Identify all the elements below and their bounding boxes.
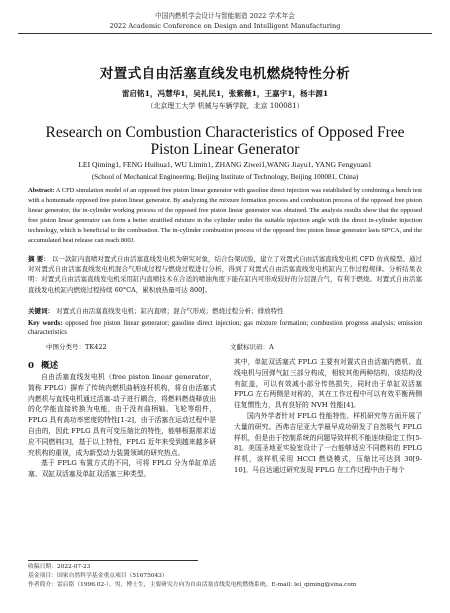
conference-header-cn: 中国内燃机学会设计与智能制造 2022 学术年会 [155,12,295,20]
clc-number [46,342,107,351]
footnotes [28,563,428,590]
abstract-cn-label: 摘 要： [28,255,50,263]
body-paragraph: 国内外学者针对 FPLG 性能特性、样机研究等方面开展了大量的研究。西弗吉尼亚大学最早成功研发了自然吸气 FPLG 样机，但是由于控制系统的问题导致样机不能连续稳定工作[5-8]。美国圣地亚实验室设计了一台能够适应不同燃料的 FPLG 样机，该样机采用 HCCI 燃烧模式，压缩比可达到 30[9-10]。马自达通过研究发现 FPLG 在工作过程中由于每个 [234,411,422,474]
abstract-cn-text: 以一款缸内直喷对置式自由活塞直线发电机为研究对象，结合台架试验，建立了对置式自由活塞直线发电机 CFD 仿真模型。通过对对置式自由活塞直线发电机混合气形成过程与燃烧过程进行分析，得到了对置式自由活塞直线发电机缸内工作过程规律。分析结果表明：对置式自由活塞直线发电机采用缸内直喷技术在合适的喷油角度下能在缸内可形成较好的分层混合气，有利于燃烧。对置式自由活塞直线发电机缸内燃烧过程持续 60°CA，累积放热量可达 800J。 [28,255,423,294]
footnote-author: 作者简介：雷启铭（1996.02-），男，博士生，主要研究方向为自由活塞直线发电机燃烧系统。E-mail: lei_qiming@sina.com [28,582,357,588]
keywords-en-text: opposed free piston linear generator; gasoline direct injection; gas mixture formation; combustion progress analysis; emission characteristics [28,320,423,337]
body-right-column [234,357,422,476]
body-paragraph: 基于 FPLG 布置方式的不同，可将 FPLG 分为单缸单活塞、双缸双活塞及单缸双活塞三种类型。 [28,459,216,479]
body-left-column [28,372,216,480]
section-title: 概述 [40,361,59,371]
footnote-rule [28,560,198,561]
keywords-en-label: Key words: [28,320,63,327]
abstract-cn [28,254,422,295]
conference-header-en: 2022 Academic Conference on Design and Intelligent Manufacturing [109,22,341,30]
footnote-fund: 基金项目：国家自然科学基金重点项目（51675043） [28,573,168,579]
page-title-en-line2: Piston Linear Generator [150,141,300,158]
keywords-cn [28,306,422,316]
page-title-en-line1: Research on Combustion Characteristics of Opposed Free [45,124,405,141]
document-code [230,342,274,351]
footnote-received: 收稿日期：2022-07-23 [28,564,91,570]
clc-label: 中图分类号： [46,343,85,351]
doc-code-value: A [269,343,274,351]
section-number: 0 [28,361,34,371]
body-paragraph: 自由活塞直线发电机（free piston linear generator，简称 FPLG）摒弃了传统内燃机曲柄连杆机构，将自由活塞式内燃机与直线电机通过活塞-动子进行耦合，将燃料燃烧释放出的化学能直接转换为电能，由于没有曲柄轴、飞轮等组件，FPLG 具有高功率密度的特性[1-2]，由于活塞在运动过程中是自由的，因此 FPLG 具有可变压缩比的特性，能够根据需求适应不同燃料[3]，基于以上特性，FPLG 近年来受到越来越多研究机构的重视，成为新型动力装置领域的研究热点。 [28,373,216,457]
affiliation-en: (School of Mechanical Engineering, Beijing Institute of Technology, Beijing 100081, China) [91,173,359,181]
abstract-en-label: Abstract: [28,187,55,194]
doc-code-label: 文献标识码： [230,343,269,351]
clc-value: TK422 [85,343,107,351]
keywords-cn-text: 对置式自由活塞直线发电机；缸内直喷；混合气形成；燃烧过程分析；排放特性 [56,307,284,315]
abstract-en-text: A CFD simulation model of an opposed free piston linear generator with gasoline direct injection was established by combining a bench test with a homemade opposed free piston linear generator. By analyzing the mixture formation process and combustion process of the opposed free piston linear generator, the in-cylinder working process of the opposed free piston linear generator was obtained. The analysis results show that the opposed free piston linear generator can form a better stratified mixture in the cylinder under the suitable injection angle with the direct in-cylinder injection technology, which is beneficial to the combustion. The in-cylinder combustion process of the opposed free piston linear generator lasts 60°CA, and the accumulated heat release can reach 800J. [28,187,422,244]
authors-cn: 雷启铭1，冯慧华1，吴礼民1，张紫薇1，王嘉宇1，杨丰源1 [121,89,329,98]
section-heading [28,359,58,371]
header-rule [18,33,432,34]
abstract-en [28,186,422,245]
page-title-cn: 对置式自由活塞直线发电机燃烧特性分析 [99,66,351,82]
authors-en: LEI Qiming1, FENG Huihua1, WU Limin1, ZHANG Ziwei1,WANG Jiayu1, YANG Fengyuan1 [78,160,372,169]
keywords-cn-label: 关键词： [28,307,54,315]
affiliation-cn: （北京理工大学 机械与车辆学院，北京 100081） [146,102,304,110]
body-paragraph: 其中，单缸双活塞式 FPLG 主要有对置式自由活塞内燃机、直线电机与回弹气缸三部分构成，相较其他两种结构，该结构没有缸盖，可以有效减小部分传热损失，同时由于单缸双活塞 FPLG 左右两侧是对称的，其在工作过程中可以有效平衡两侧往复惯性力，具有良好的 NVH 性能[4]。 [234,358,422,410]
keywords-en [28,319,422,338]
